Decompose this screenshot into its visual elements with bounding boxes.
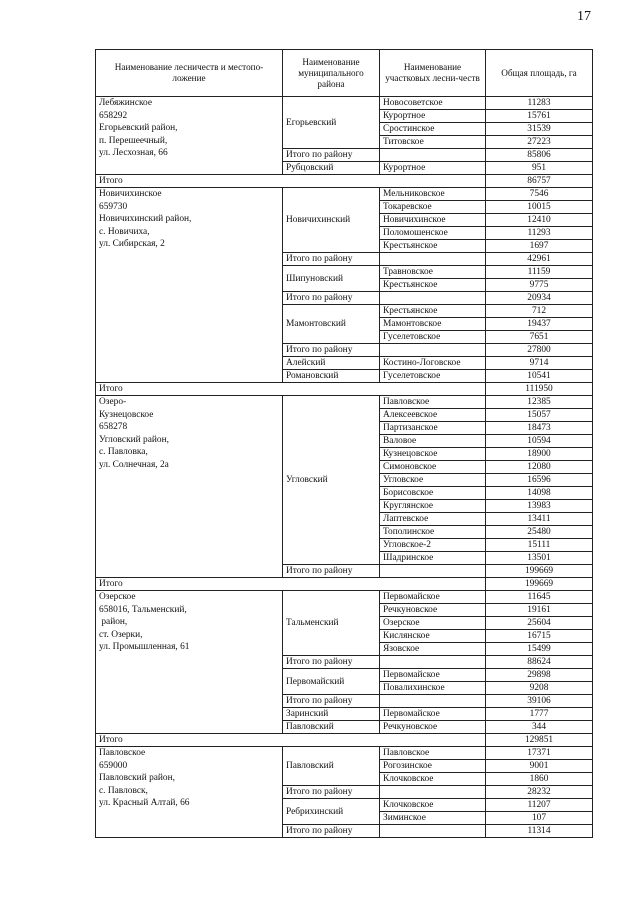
district-forestry-name: Первомайское [380, 591, 486, 604]
forestry-table [95, 49, 593, 838]
district-forestry-name: Повалихинское [380, 682, 486, 695]
district-forestry-name: Угловское-2 [380, 539, 486, 552]
municipal-district: Егорьевский [283, 97, 380, 149]
district-forestry-name: Новичихинское [380, 214, 486, 227]
area-value: 9001 [486, 760, 593, 773]
district-forestry-name: Лаптевское [380, 513, 486, 526]
district-forestry-name: Крестьянское [380, 305, 486, 318]
district-forestry-name: Кузнецовское [380, 448, 486, 461]
district-total-label: Итого по району [283, 695, 380, 708]
area-value: 11159 [486, 266, 593, 279]
forestry-total-label: Итого [96, 734, 486, 747]
municipal-district: Павловский [283, 747, 380, 786]
district-forestry-name: Кислянское [380, 630, 486, 643]
district-total-value: 11314 [486, 825, 593, 838]
district-forestry-name: Партизанское [380, 422, 486, 435]
header-forestry: Наименование лесничеств и местопо-ложение [96, 50, 283, 97]
area-value: 11293 [486, 227, 593, 240]
area-value: 18900 [486, 448, 593, 461]
district-forestry-name: Тополинское [380, 526, 486, 539]
area-value: 11645 [486, 591, 593, 604]
forestry-total-label: Итого [96, 383, 486, 396]
district-forestry-name: Речкуновское [380, 604, 486, 617]
district-total-label: Итого по району [283, 565, 380, 578]
district-forestry-name: Круглянское [380, 500, 486, 513]
district-forestry-name: Угловское [380, 474, 486, 487]
area-value: 10541 [486, 370, 593, 383]
district-total-label: Итого по району [283, 825, 380, 838]
district-forestry-name: Алексеевское [380, 409, 486, 422]
municipal-district: Романовский [283, 370, 380, 383]
district-forestry-name: Курортное [380, 162, 486, 175]
area-value: 17371 [486, 747, 593, 760]
municipal-district: Павловский [283, 721, 380, 734]
forestry-total-value: 86757 [486, 175, 593, 188]
area-value: 13411 [486, 513, 593, 526]
area-value: 9208 [486, 682, 593, 695]
forestry-location: Павловское 659000 Павловский район, с. Павловск, ул. Красный Алтай, 66 [96, 747, 283, 838]
forestry-total-value: 129851 [486, 734, 593, 747]
forestry-total-label: Итого [96, 175, 486, 188]
area-value: 14098 [486, 487, 593, 500]
district-total-label: Итого по району [283, 149, 380, 162]
district-forestry-name: Титовское [380, 136, 486, 149]
area-value: 1860 [486, 773, 593, 786]
district-total-label: Итого по району [283, 656, 380, 669]
area-value: 1777 [486, 708, 593, 721]
municipal-district: Первомайский [283, 669, 380, 695]
district-total-value: 39106 [486, 695, 593, 708]
municipal-district: Новичихинский [283, 188, 380, 253]
district-forestry-name: Речкуновское [380, 721, 486, 734]
area-value: 9775 [486, 279, 593, 292]
district-forestry-name: Павловское [380, 396, 486, 409]
area-value: 107 [486, 812, 593, 825]
table-row [96, 188, 593, 201]
district-forestry-name: Гуселетовское [380, 370, 486, 383]
district-total-label: Итого по району [283, 253, 380, 266]
table-row [96, 396, 593, 409]
area-value: 12410 [486, 214, 593, 227]
header-municipal-district: Наименование муниципального района [283, 50, 380, 97]
area-value: 16596 [486, 474, 593, 487]
area-value: 10594 [486, 435, 593, 448]
district-total-value: 42961 [486, 253, 593, 266]
area-value: 10015 [486, 201, 593, 214]
forestry-location: Озеро- Кузнецовское 658278 Угловский район, с. Павловка, ул. Солнечная, 2а [96, 396, 283, 578]
district-total-value: 20934 [486, 292, 593, 305]
district-total-value: 85806 [486, 149, 593, 162]
district-total-label: Итого по району [283, 344, 380, 357]
forestry-location: Лебяжинское 658292 Егорьевский район, п. Перешеечный, ул. Лесхозная, 66 [96, 97, 283, 175]
district-forestry-name: Травновское [380, 266, 486, 279]
area-value: 13983 [486, 500, 593, 513]
area-value: 7546 [486, 188, 593, 201]
table-row [96, 747, 593, 760]
district-total-value: 28232 [486, 786, 593, 799]
header-district-forestry: Наименование участковых лесни-честв [380, 50, 486, 97]
forestry-total-row [96, 175, 593, 188]
empty-cell [380, 565, 486, 578]
district-forestry-name: Мамонтовское [380, 318, 486, 331]
district-forestry-name: Первомайское [380, 708, 486, 721]
district-forestry-name: Рогозинское [380, 760, 486, 773]
area-value: 31539 [486, 123, 593, 136]
municipal-district: Мамонтовский [283, 305, 380, 344]
forestry-total-value: 199669 [486, 578, 593, 591]
area-value: 18473 [486, 422, 593, 435]
area-value: 13501 [486, 552, 593, 565]
area-value: 1697 [486, 240, 593, 253]
empty-cell [380, 149, 486, 162]
area-value: 12385 [486, 396, 593, 409]
area-value: 19437 [486, 318, 593, 331]
municipal-district: Угловский [283, 396, 380, 565]
district-forestry-name: Крестьянское [380, 240, 486, 253]
district-forestry-name: Костино-Логовское [380, 357, 486, 370]
forestry-total-row [96, 383, 593, 396]
area-value: 25480 [486, 526, 593, 539]
district-total-label: Итого по району [283, 786, 380, 799]
district-forestry-name: Борисовское [380, 487, 486, 500]
district-forestry-name: Озерское [380, 617, 486, 630]
forestry-total-row [96, 578, 593, 591]
empty-cell [380, 695, 486, 708]
forestry-location: Озерское 658016, Тальменский, район, ст. Озерки, ул. Промышленная, 61 [96, 591, 283, 734]
district-forestry-name: Язовское [380, 643, 486, 656]
district-forestry-name: Сростинское [380, 123, 486, 136]
empty-cell [380, 825, 486, 838]
area-value: 344 [486, 721, 593, 734]
municipal-district: Шипуновский [283, 266, 380, 292]
area-value: 15111 [486, 539, 593, 552]
header-row [96, 50, 593, 97]
area-value: 11207 [486, 799, 593, 812]
area-value: 9714 [486, 357, 593, 370]
area-value: 7651 [486, 331, 593, 344]
district-forestry-name: Зиминское [380, 812, 486, 825]
area-value: 12080 [486, 461, 593, 474]
district-forestry-name: Клочковское [380, 799, 486, 812]
district-forestry-name: Мельниковское [380, 188, 486, 201]
district-forestry-name: Симоновское [380, 461, 486, 474]
area-value: 15057 [486, 409, 593, 422]
district-forestry-name: Валовое [380, 435, 486, 448]
empty-cell [380, 656, 486, 669]
municipal-district: Тальменский [283, 591, 380, 656]
table-row [96, 591, 593, 604]
district-forestry-name: Курортное [380, 110, 486, 123]
area-value: 27223 [486, 136, 593, 149]
forestry-total-value: 111950 [486, 383, 593, 396]
district-forestry-name: Клочковское [380, 773, 486, 786]
area-value: 25604 [486, 617, 593, 630]
empty-cell [380, 292, 486, 305]
area-value: 15499 [486, 643, 593, 656]
table-row [96, 97, 593, 110]
area-value: 951 [486, 162, 593, 175]
municipal-district: Рубцовский [283, 162, 380, 175]
empty-cell [380, 786, 486, 799]
district-total-label: Итого по району [283, 292, 380, 305]
area-value: 16715 [486, 630, 593, 643]
forestry-total-label: Итого [96, 578, 486, 591]
municipal-district: Ребрихинский [283, 799, 380, 825]
district-forestry-name: Поломошенское [380, 227, 486, 240]
header-total-area: Общая площадь, га [486, 50, 593, 97]
forestry-total-row [96, 734, 593, 747]
area-value: 11283 [486, 97, 593, 110]
district-forestry-name: Токаревское [380, 201, 486, 214]
page-number: 17 [577, 9, 591, 24]
area-value: 712 [486, 305, 593, 318]
municipal-district: Алейский [283, 357, 380, 370]
district-total-value: 199669 [486, 565, 593, 578]
district-total-value: 88624 [486, 656, 593, 669]
empty-cell [380, 253, 486, 266]
area-value: 19161 [486, 604, 593, 617]
area-value: 15761 [486, 110, 593, 123]
district-forestry-name: Крестьянское [380, 279, 486, 292]
district-forestry-name: Гуселетовское [380, 331, 486, 344]
district-forestry-name: Первомайское [380, 669, 486, 682]
district-forestry-name: Павловское [380, 747, 486, 760]
forestry-location: Новичихинское 659730 Новичихинский район, с. Новичиха, ул. Сибирская, 2 [96, 188, 283, 383]
district-total-value: 27800 [486, 344, 593, 357]
municipal-district: Заринский [283, 708, 380, 721]
area-value: 29898 [486, 669, 593, 682]
district-forestry-name: Новосоветское [380, 97, 486, 110]
district-forestry-name: Шадринское [380, 552, 486, 565]
empty-cell [380, 344, 486, 357]
